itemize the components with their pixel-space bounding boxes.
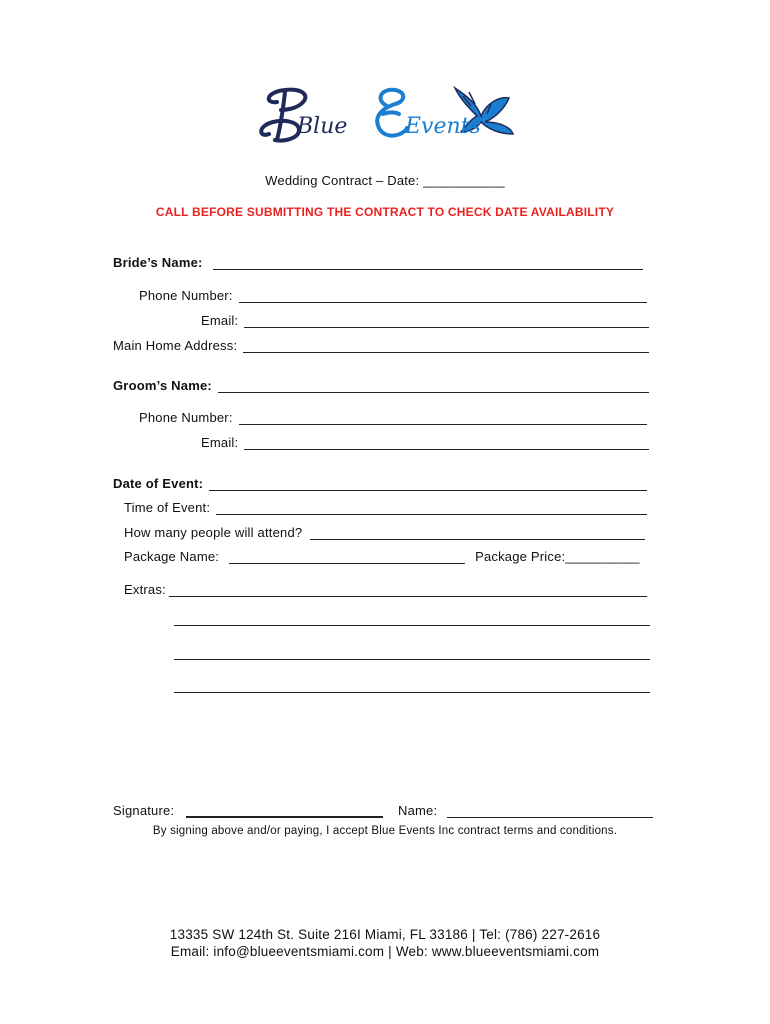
bride-name-row xyxy=(113,252,643,270)
signature-field[interactable] xyxy=(186,803,383,818)
bride-phone-label: Phone Number: xyxy=(139,288,233,303)
package-row xyxy=(124,546,647,564)
footer-contact: Email: info@blueeventsmiami.com | Web: www.blueeventsmiami.com xyxy=(170,944,600,959)
bride-phone-field[interactable] xyxy=(239,289,647,303)
signature-row xyxy=(113,800,383,818)
groom-phone-field[interactable] xyxy=(239,411,647,425)
extras-row xyxy=(124,579,647,597)
bride-name-label: Bride’s Name: xyxy=(113,255,203,270)
bride-name-field[interactable] xyxy=(213,256,643,270)
groom-phone-row xyxy=(139,407,647,425)
groom-name-row xyxy=(113,375,649,393)
footer-address: 13335 SW 124th St. Suite 216I Miami, FL 33186 | Tel: (786) 227-2616 xyxy=(169,927,601,942)
brand-logo xyxy=(255,82,517,152)
package-name-label: Package Name: xyxy=(124,549,220,564)
groom-name-field[interactable] xyxy=(218,379,649,393)
package-name-field[interactable] xyxy=(229,550,465,564)
bride-address-label: Main Home Address: xyxy=(113,338,238,353)
bride-email-row xyxy=(201,310,649,328)
attendance-field[interactable] xyxy=(310,526,645,540)
event-time-label: Time of Event: xyxy=(124,500,211,515)
event-date-field[interactable] xyxy=(209,477,647,491)
attendance-label: How many people will attend? xyxy=(124,525,303,540)
bride-email-field[interactable] xyxy=(244,314,649,328)
extras-field[interactable] xyxy=(169,583,647,597)
bride-email-label: Email: xyxy=(201,313,239,328)
availability-warning: CALL BEFORE SUBMITTING THE CONTRACT TO CHECK DATE AVAILABILITY xyxy=(155,205,615,219)
contract-title: Wedding Contract – Date: ___________ xyxy=(265,173,505,188)
groom-phone-label: Phone Number: xyxy=(139,410,233,425)
signer-name-label: Name: xyxy=(398,803,438,818)
logo-text-events: Events xyxy=(405,114,481,139)
extras-line-3[interactable] xyxy=(174,659,650,660)
signer-name-row xyxy=(398,800,653,818)
logo-text-blue: Blue xyxy=(297,114,348,139)
extras-line-4[interactable] xyxy=(174,692,650,693)
bride-address-field[interactable] xyxy=(243,339,649,353)
signer-name-field[interactable] xyxy=(447,804,653,818)
event-time-field[interactable] xyxy=(216,501,647,515)
attendance-row xyxy=(124,522,645,540)
groom-email-row xyxy=(201,432,649,450)
bride-address-row xyxy=(113,335,649,353)
event-date-label: Date of Event: xyxy=(113,476,204,491)
extras-line-2[interactable] xyxy=(174,625,650,626)
signature-label: Signature: xyxy=(113,803,175,818)
groom-name-label: Groom’s Name: xyxy=(113,378,212,393)
bride-phone-row xyxy=(139,285,647,303)
event-date-row xyxy=(113,473,647,491)
groom-email-field[interactable] xyxy=(244,436,649,450)
extras-label: Extras: xyxy=(124,582,166,597)
package-price-label: Package Price:__________ xyxy=(475,549,640,564)
event-time-row xyxy=(124,497,647,515)
terms-text: By signing above and/or paying, I accept Blue Events Inc contract terms and conditions. xyxy=(152,825,618,837)
groom-email-label: Email: xyxy=(201,435,239,450)
